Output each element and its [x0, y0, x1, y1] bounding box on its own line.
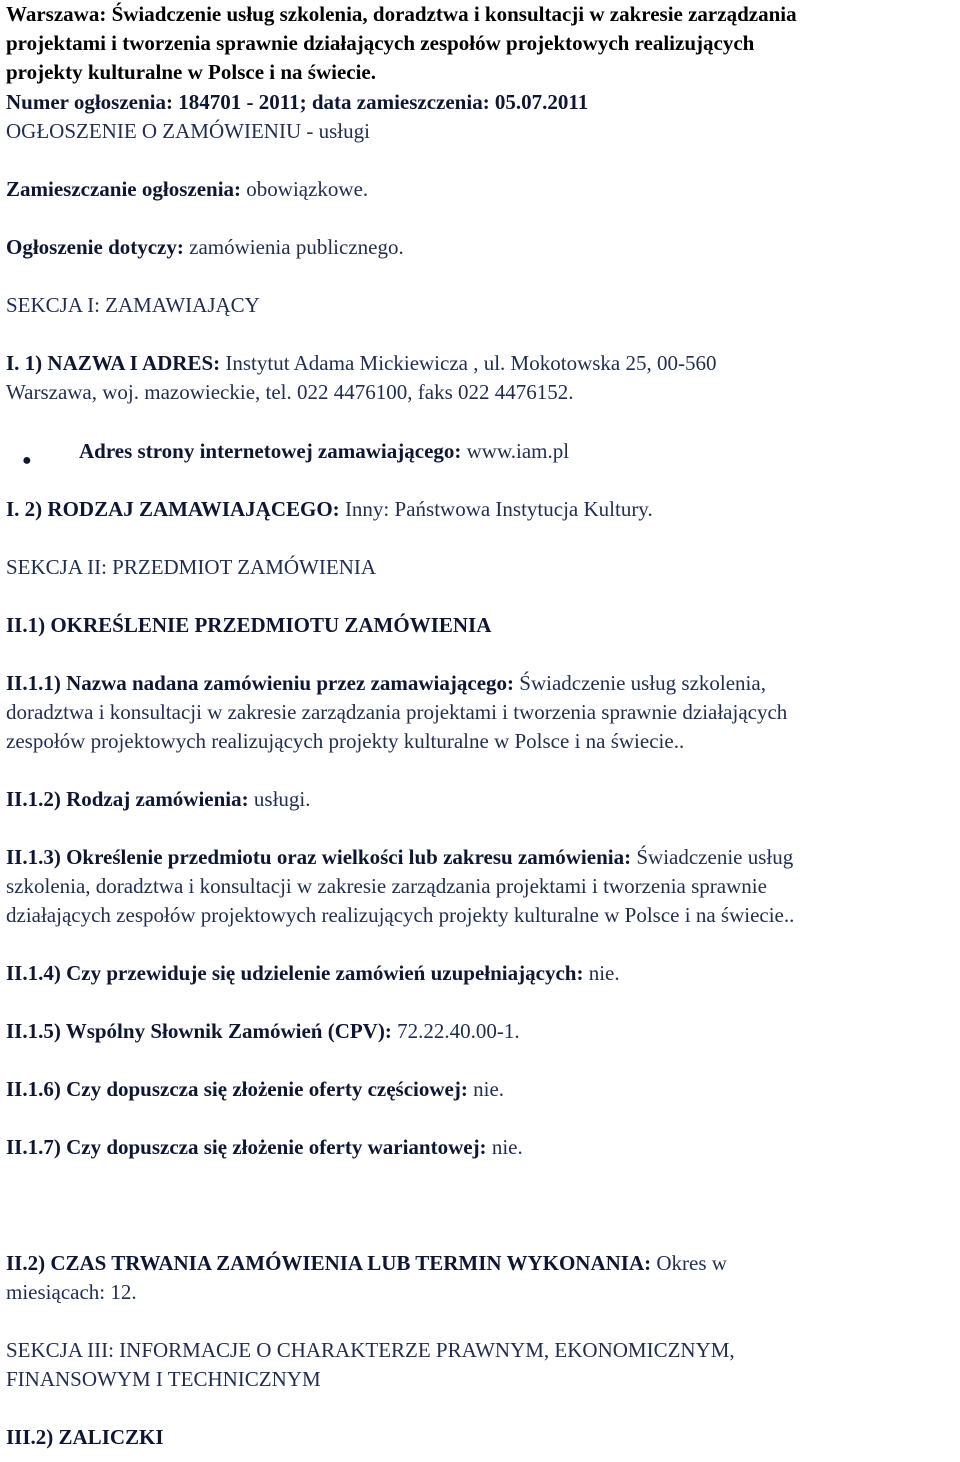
posting-value: obowiązkowe.	[241, 177, 369, 201]
name-address-label: I. 1) NAZWA I ADRES:	[6, 351, 221, 375]
contract-name-line-2: doradztwa i konsultacji w zakresie zarządzania projektami i tworzenia sprawnie działających	[6, 700, 788, 724]
supplementary-value: nie.	[583, 961, 620, 985]
notice-title-line-1: Warszawa: Świadczenie usług szkolenia, doradztwa i konsultacji w zakresie zarządzania	[6, 2, 797, 26]
variant-offer-label: II.1.7) Czy dopuszcza się złożenie oferty wariantowej:	[6, 1135, 487, 1159]
duration-value-1: Okres w	[651, 1251, 727, 1275]
contract-name-line-3: zespołów projektowych realizujących projekty kulturalne w Polsce i na świecie..	[6, 729, 685, 753]
name-address-value-1: Instytut Adama Mickiewicza , ul. Mokotowska 25, 00-560	[220, 351, 717, 375]
cpv-line	[6, 1017, 948, 1046]
partial-offer-label: II.1.6) Czy dopuszcza się złożenie oferty częściowej:	[6, 1077, 468, 1101]
notice-number: Numer ogłoszenia: 184701 - 2011; data zamieszczenia: 05.07.2011	[6, 90, 589, 114]
scope-line-2: szkolenia, doradztwa i konsultacji w zakresie zarządzania projektami i tworzenia sprawnie	[6, 874, 767, 898]
variant-offer-value: nie.	[486, 1135, 523, 1159]
notice-title-line-2: projektami i tworzenia sprawnie działających zespołów projektowych realizujących	[6, 31, 755, 55]
contracting-type-label: I. 2) RODZAJ ZAMAWIAJĄCEGO:	[6, 497, 340, 521]
contract-name-label: II.1.1) Nazwa nadana zamówieniu przez zamawiającego:	[6, 671, 515, 695]
section-3-heading-line-2: FINANSOWYM I TECHNICZNYM	[6, 1367, 321, 1391]
contracting-type-value: Inny: Państwowa Instytucja Kultury.	[339, 497, 653, 521]
cpv-value: 72.22.40.00-1.	[391, 1019, 520, 1043]
name-address-line-1	[6, 349, 948, 378]
notice-type: OGŁOSZENIE O ZAMÓWIENIU - usługi	[6, 119, 370, 143]
concerns-line	[6, 233, 948, 262]
supplementary-label: II.1.4) Czy przewiduje się udzielenie zamówień uzupełniających:	[6, 961, 584, 985]
partial-offer-line	[6, 1075, 948, 1104]
cpv-label: II.1.5) Wspólny Słownik Zamówień (CPV):	[6, 1019, 392, 1043]
concerns-value: zamówienia publicznego.	[183, 235, 404, 259]
name-address-line-2: Warszawa, woj. mazowieckie, tel. 022 4476100, faks 022 4476152.	[6, 380, 574, 404]
scope-line-1	[6, 843, 948, 872]
contracting-type-line	[6, 495, 948, 524]
supplementary-line	[6, 959, 948, 988]
scope-value-1: Świadczenie usług	[631, 845, 794, 869]
posting-label: Zamieszczanie ogłoszenia:	[6, 177, 242, 201]
duration-line-1	[6, 1249, 948, 1278]
contract-kind-value: usługi.	[248, 787, 311, 811]
website-line	[79, 437, 948, 466]
website-value: www.iam.pl	[461, 439, 570, 463]
bullet-icon: ●	[22, 452, 32, 469]
advances-heading: III.2) ZALICZKI	[6, 1425, 164, 1449]
concerns-label: Ogłoszenie dotyczy:	[6, 235, 184, 259]
contract-kind-label: II.1.2) Rodzaj zamówienia:	[6, 787, 249, 811]
contract-name-value-1: Świadczenie usług szkolenia,	[514, 671, 766, 695]
partial-offer-value: nie.	[467, 1077, 505, 1101]
section-1-heading: SEKCJA I: ZAMAWIAJĄCY	[6, 293, 260, 317]
section-2-heading: SEKCJA II: PRZEDMIOT ZAMÓWIENIA	[6, 555, 377, 579]
scope-label: II.1.3) Określenie przedmiotu oraz wielkości lub zakresu zamówienia:	[6, 845, 632, 869]
section-3-heading-line-1: SEKCJA III: INFORMACJE O CHARAKTERZE PRAWNYM, EKONOMICZNYM,	[6, 1338, 735, 1362]
contract-name-line-1	[6, 669, 948, 698]
duration-line-2: miesiącach: 12.	[6, 1280, 137, 1304]
posting-line	[6, 175, 948, 204]
subject-definition-heading: II.1) OKREŚLENIE PRZEDMIOTU ZAMÓWIENIA	[6, 613, 492, 637]
website-label: Adres strony internetowej zamawiającego:	[79, 439, 462, 463]
notice-title-line-3: projekty kulturalne w Polsce i na świecie.	[6, 60, 377, 84]
variant-offer-line	[6, 1133, 948, 1162]
contract-kind-line	[6, 785, 948, 814]
duration-label: II.2) CZAS TRWANIA ZAMÓWIENIA LUB TERMIN WYKONANIA:	[6, 1251, 652, 1275]
scope-line-3: działających zespołów projektowych realizujących projekty kulturalne w Polsce i na świecie..	[6, 903, 795, 927]
